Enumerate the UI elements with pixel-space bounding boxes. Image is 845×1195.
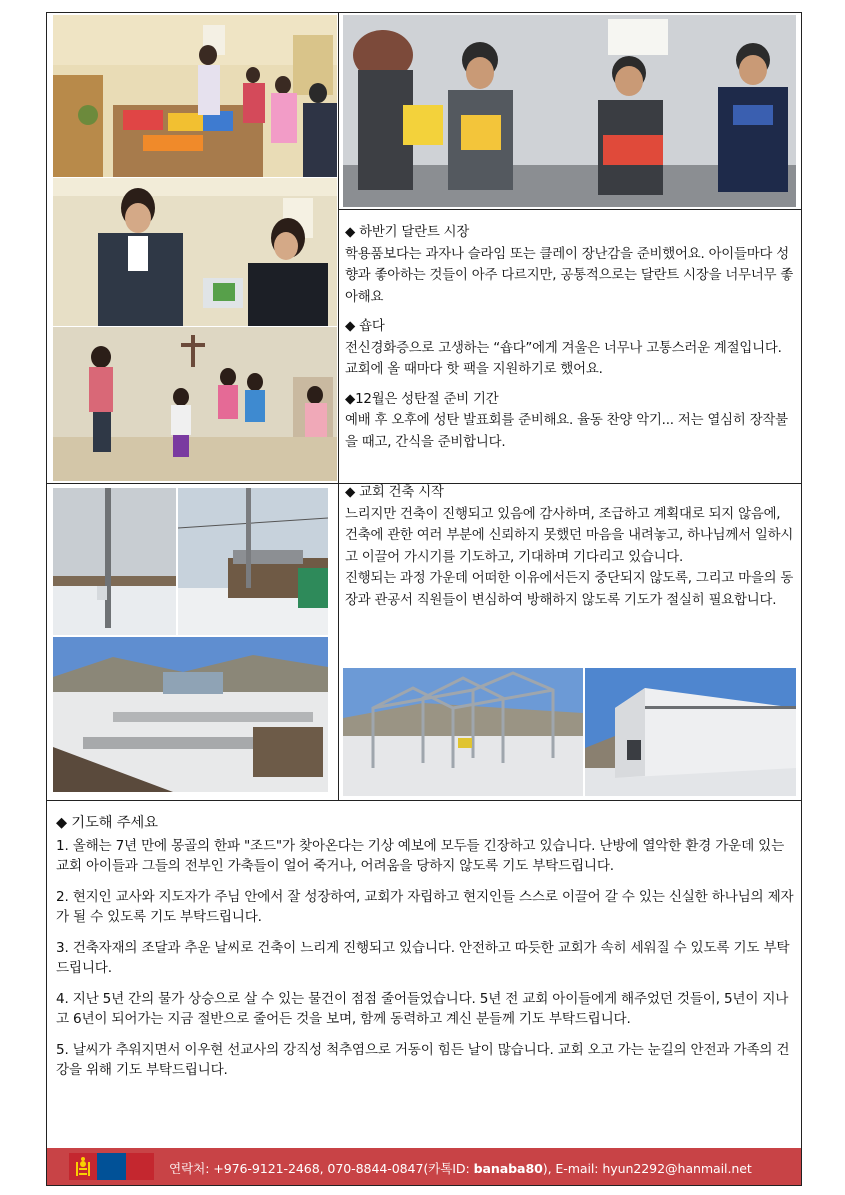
prayer-item-2: 2. 현지인 교사와 지도자가 주님 안에서 잘 성장하여, 교회가 자립하고 현지인들 스스로 이끌어 갈 수 있는 신실한 하나님의 제자가 될 수 있도록 기도 부탁드립니다. — [56, 888, 794, 925]
section-talent-market — [345, 222, 797, 453]
christmas-title: ◆12월은 성탄절 준비 기간 — [345, 391, 499, 407]
divider-under-photo — [338, 209, 801, 210]
contact-info — [169, 1158, 752, 1177]
contact-label: 연락처: — [169, 1161, 210, 1176]
contact-footer — [47, 1148, 801, 1185]
contact-email[interactable]: ), E-mail: hyun2292@hanmail.net — [542, 1161, 752, 1176]
divider-vertical-top — [338, 13, 339, 483]
divider-bottom — [47, 800, 801, 801]
photo-children-with-snacks — [343, 15, 796, 207]
prayer-item-5: 5. 날씨가 추워지면서 이우현 선교사의 강직성 척추염으로 거동이 힘든 날이 많습니다. 교회 오고 가는 눈길의 안전과 가족의 건강을 위해 기도 부탁드립니다. — [56, 1041, 790, 1078]
christmas-body: 예배 후 오후에 성탄 발표회를 준비해요. 율동 찬양 악기... 저는 열심히 장작불을 때고, 간식을 준비합니다. — [345, 413, 788, 450]
prayer-item-1: 1. 올해는 7년 만에 몽골의 한파 "조드"가 찾아온다는 기상 예보에 모두들 긴장하고 있습니다. 난방에 열악한 환경 가운데 있는 교회 아이들과 그들의 전부인 가축들이 얼어 죽거나, 어려움을 당하지 않도록 기도 부탁드립니다. — [56, 837, 785, 874]
contact-phones: +976-9121-2468, 070-8844-0847(카톡ID: — [209, 1161, 474, 1176]
photo-children-dancing — [53, 327, 337, 481]
contact-kakao-id: banaba80 — [473, 1161, 543, 1176]
prayer-item-3: 3. 건축자재의 조달과 추운 날씨로 건축이 느리게 진행되고 있습니다. 안전하고 따듯한 교회가 속히 세워질 수 있도록 기도 부탁드립니다. — [56, 939, 790, 976]
photo-steel-frame — [343, 668, 583, 796]
shopda-body: 전신경화증으로 고생하는 “숍다”에게 겨울은 너무나 고통스러운 계절입니다. 교회에 올 때마다 핫 팩을 지원하기로 했어요. — [345, 340, 782, 377]
photo-market-table — [53, 178, 337, 326]
photo-site-fence — [178, 488, 328, 635]
prayer-title: ◆ 기도해 주세요 — [56, 815, 158, 831]
talent-market-body: 학용품보다는 과자나 슬라임 또는 클레이 장난감을 준비했어요. 아이들마다 성향과 좋아하는 것들이 아주 다르지만, 공통적으로는 달란트 시장을 너무너무 좋아해요 — [345, 246, 794, 305]
divider-vertical-mid — [338, 483, 339, 800]
mongolia-flag-icon — [69, 1153, 154, 1180]
construction-body-1: 느리지만 건축이 진행되고 있음에 감사하며, 조급하고 계획대로 되지 않음에, 건축에 관한 여러 부분에 신뢰하지 못했던 마음을 내려놓고, 하나님께서 일하시고 이끌어 가시기를 기도하고, 기대하며 기다리고 있습니다. — [345, 506, 794, 565]
photo-talent-market-room — [53, 15, 337, 177]
prayer-item-4: 4. 지난 5년 간의 물가 상승으로 살 수 있는 물건이 점점 줄어들었습니다. 5년 전 교회 아이들에게 해주었던 것들이, 5년이 지나고 6년이 되어가는 지금 절반으로 줄어든 것을 보며, 함께 동력하고 계신 분들께 기도 부탁드립니다. — [56, 990, 789, 1027]
shopda-title: ◆ 숍다 — [345, 319, 385, 334]
photo-building-exterior — [585, 668, 796, 796]
talent-market-title: ◆ 하반기 달란트 시장 — [345, 225, 470, 240]
section-construction — [345, 482, 797, 611]
photo-site-pole — [53, 488, 176, 635]
section-prayer — [56, 813, 796, 1081]
photo-site-foundation — [53, 637, 328, 792]
construction-body-2: 진행되는 과정 가운데 어떠한 이유에서든지 중단되지 않도록, 그리고 마을의 동장과 관공서 직원들이 변심하여 방해하지 않도록 기도가 절실히 필요합니다. — [345, 571, 794, 608]
construction-title: ◆ 교회 건축 시작 — [345, 485, 444, 500]
